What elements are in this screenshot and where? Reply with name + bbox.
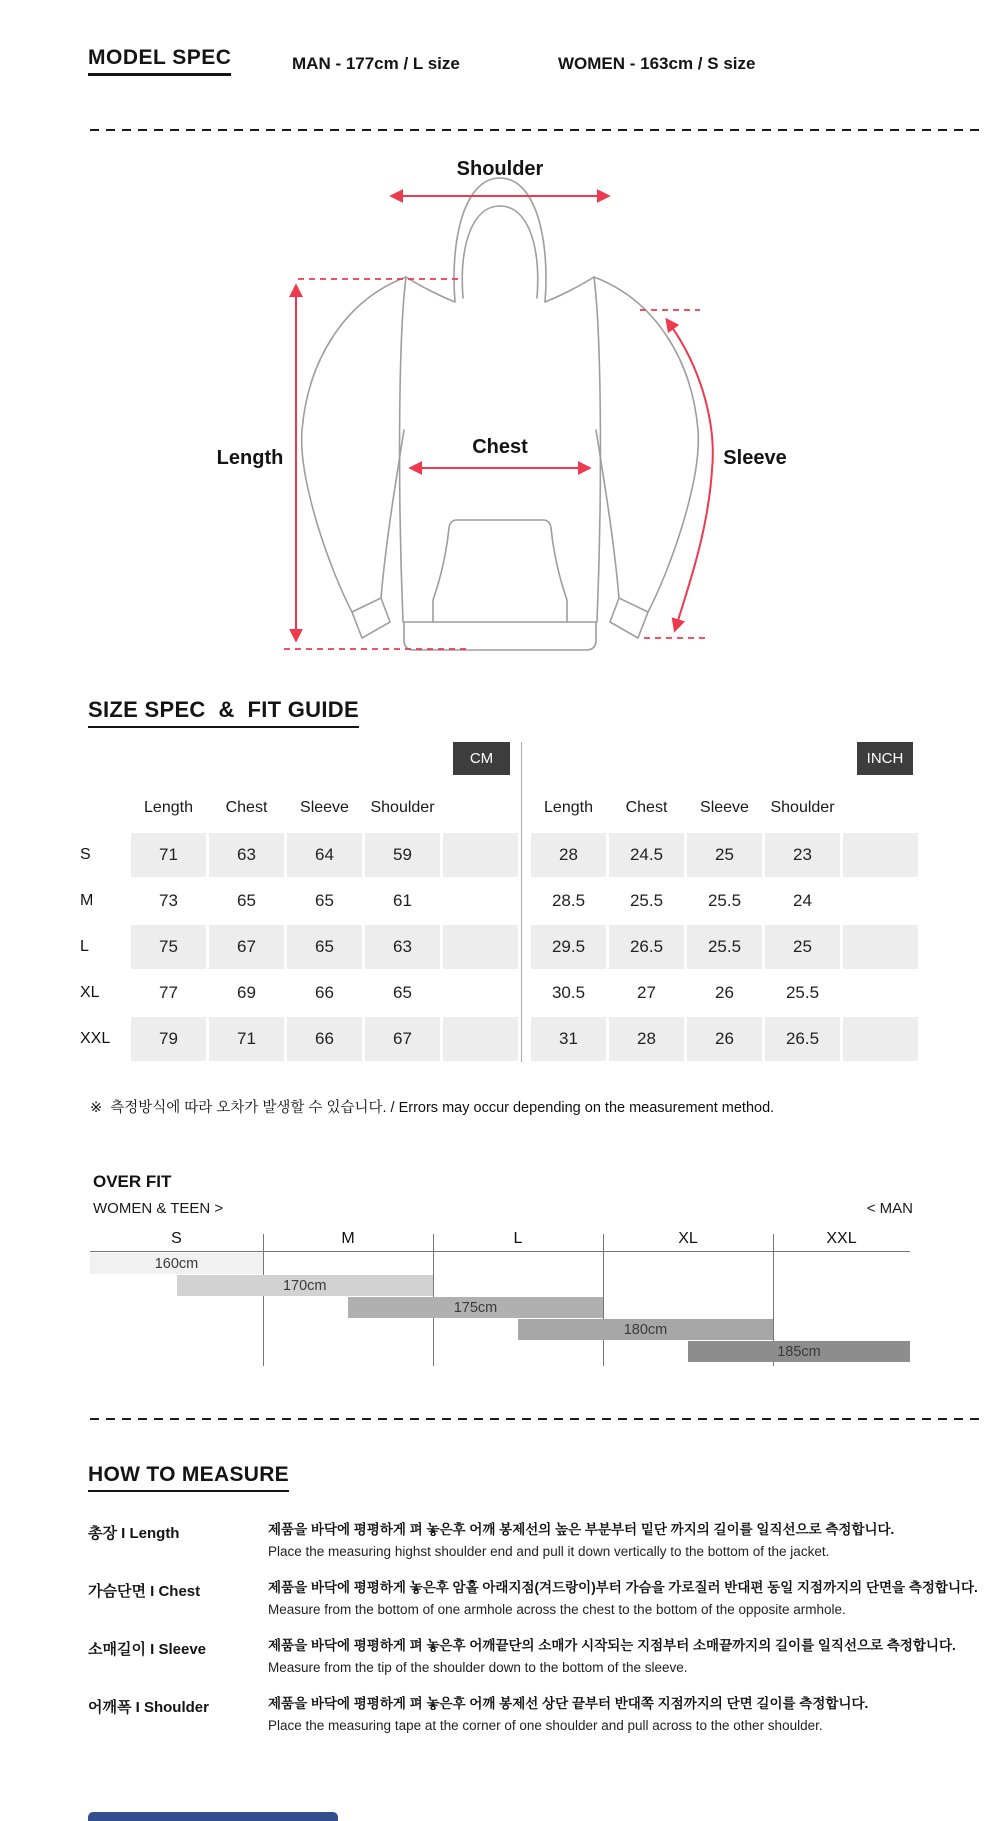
size-value-cell: 26: [715, 983, 734, 1002]
measure-desc-korean: 제품을 바닥에 평평하게 놓은후 암홀 아래지점(겨드랑이)부터 가슴을 가로질러 반대편 동일 지점까지의 단면을 측정합니다.: [268, 1580, 978, 1595]
measure-arrows: [284, 196, 713, 649]
size-value-cell: 27: [637, 983, 656, 1002]
measure-label: 총장 I Length: [88, 1525, 180, 1542]
size-row-label: M: [80, 892, 94, 909]
empty-cell: [443, 833, 518, 877]
empty-cell: [443, 879, 518, 923]
size-value-cell: 79: [131, 1017, 206, 1061]
fit-axis-line: [90, 1251, 910, 1252]
measure-desc-korean: 제품을 바닥에 평평하게 펴 놓은후 어깨 봉제선의 높은 부분부터 밑단 까지의 길이를 일직선으로 측정합니다.: [268, 1522, 895, 1537]
measure-desc-english: Measure from the tip of the shoulder down to the bottom of the sleeve.: [268, 1660, 688, 1675]
women-teen-label: WOMEN & TEEN >: [93, 1200, 224, 1217]
size-value-cell: 23: [765, 833, 840, 877]
measure-row: [88, 1521, 948, 1560]
size-value-cell: 28.5: [551, 891, 586, 910]
measure-label: 가슴단면 I Chest: [88, 1583, 201, 1600]
inch-badge: INCH: [857, 742, 913, 775]
size-value-cell: 25.5: [707, 891, 742, 910]
hoodie-outline: [302, 178, 699, 650]
sleeve-label: Sleeve: [723, 447, 787, 469]
how-to-measure-title: HOW TO MEASURE: [88, 1463, 289, 1492]
size-value-cell: 59: [365, 833, 440, 877]
size-value-cell: 31: [531, 1017, 606, 1061]
size-value-cell: 63: [209, 833, 284, 877]
size-spec-title: SIZE SPEC & FIT GUIDE: [88, 697, 359, 728]
size-value-cell: 26: [687, 1017, 762, 1061]
empty-cell: [843, 925, 918, 969]
size-value-cell: 66: [287, 1017, 362, 1061]
empty-cell: [443, 971, 518, 1015]
next-section-bar: [88, 1812, 338, 1821]
size-value-cell: 29.5: [531, 925, 606, 969]
header-cell: [443, 784, 518, 832]
table-divider: [521, 742, 522, 1062]
size-value-cell: 65: [287, 925, 362, 969]
measure-label: 어깨폭 I Shoulder: [88, 1699, 209, 1716]
dashed-divider-bottom: [90, 1418, 985, 1420]
fit-bar: 180cm: [518, 1319, 773, 1340]
man-label: < MAN: [866, 1200, 913, 1217]
fit-size-label: XXL: [826, 1230, 857, 1247]
hoodie-measure-diagram: [0, 130, 1000, 670]
column-header: Shoulder: [370, 799, 435, 816]
column-header: Shoulder: [770, 799, 835, 816]
chest-label: Chest: [472, 436, 528, 458]
measure-desc-korean: 제품을 바닥에 평평하게 펴 놓은후 어깨끝단의 소매가 시작되는 지점부터 소매끝까지의 길이를 일직선으로 측정합니다.: [268, 1638, 956, 1653]
fit-guide-chart: [90, 1230, 910, 1370]
cm-table: [78, 784, 518, 1062]
fit-size-label: S: [171, 1230, 182, 1247]
fit-size-label: M: [341, 1230, 355, 1247]
measure-row: [88, 1579, 978, 1618]
model-spec-women: WOMEN - 163cm / S size: [558, 54, 756, 73]
fit-bar: 175cm: [348, 1297, 603, 1318]
measure-desc-english: Measure from the bottom of one armhole across the chest to the bottom of the opposite armhole.: [268, 1602, 846, 1617]
cm-badge: CM: [453, 742, 510, 775]
measure-row: [88, 1637, 956, 1676]
measure-texts: [268, 1695, 948, 1734]
fit-bar: 185cm: [688, 1341, 910, 1362]
fit-bar: 170cm: [177, 1275, 434, 1296]
measure-texts: [268, 1637, 956, 1676]
size-row-label: XL: [80, 984, 100, 1001]
measure-rows: [88, 1521, 978, 1753]
fit-column-tick: [263, 1234, 264, 1366]
size-value-cell: 65: [237, 891, 256, 910]
size-value-cell: 66: [315, 983, 334, 1002]
size-value-cell: 75: [131, 925, 206, 969]
header-cell: [843, 784, 918, 832]
inch-table: [531, 784, 918, 1062]
size-value-cell: 67: [209, 925, 284, 969]
column-header: Length: [144, 799, 193, 816]
over-fit-title: OVER FIT: [93, 1172, 172, 1191]
measure-desc-korean: 제품을 바닥에 평평하게 펴 놓은후 어깨 봉제선 상단 끝부터 반대쪽 지점까지의 단면 길이를 측정합니다.: [268, 1696, 869, 1711]
empty-cell: [443, 925, 518, 969]
size-value-cell: 25: [765, 925, 840, 969]
size-value-cell: 26.5: [609, 925, 684, 969]
size-value-cell: 71: [131, 833, 206, 877]
size-value-cell: 24.5: [609, 833, 684, 877]
measure-desc-english: Place the measuring highst shoulder end and pull it down vertically to the bottom of the jacket.: [268, 1544, 830, 1559]
size-value-cell: 28: [609, 1017, 684, 1061]
measure-row: [88, 1695, 948, 1734]
empty-cell: [843, 1017, 918, 1061]
size-value-cell: 64: [287, 833, 362, 877]
size-value-cell: 61: [393, 891, 412, 910]
size-value-cell: 63: [365, 925, 440, 969]
model-spec-title: MODEL SPEC: [88, 46, 231, 76]
size-row-label: S: [80, 846, 91, 863]
measurement-note: ※ 측정방식에 따라 오차가 발생할 수 있습니다. / Errors may occur depending on the measurement method.: [90, 1100, 775, 1116]
size-value-cell: 25.5: [785, 983, 820, 1002]
size-value-cell: 69: [237, 983, 256, 1002]
size-value-cell: 30.5: [551, 983, 586, 1002]
size-value-cell: 26.5: [765, 1017, 840, 1061]
size-value-cell: 67: [365, 1017, 440, 1061]
size-value-cell: 25.5: [629, 891, 664, 910]
size-value-cell: 28: [531, 833, 606, 877]
empty-cell: [843, 833, 918, 877]
size-value-cell: 24: [793, 891, 812, 910]
size-value-cell: 25: [687, 833, 762, 877]
size-value-cell: 77: [159, 983, 178, 1002]
empty-cell: [843, 971, 918, 1015]
empty-cell: [443, 1017, 518, 1061]
size-value-cell: 73: [159, 891, 178, 910]
fit-column-tick: [603, 1234, 604, 1366]
length-label: Length: [216, 447, 284, 469]
column-header: Sleeve: [300, 799, 349, 816]
size-row-label: L: [80, 938, 89, 955]
measure-texts: [268, 1521, 948, 1560]
size-value-cell: 65: [393, 983, 412, 1002]
empty-cell: [843, 879, 918, 923]
measure-texts: [268, 1579, 978, 1618]
fit-size-label: L: [513, 1230, 523, 1247]
fit-size-label: XL: [678, 1230, 698, 1247]
column-header: Chest: [225, 799, 268, 816]
column-header: Chest: [625, 799, 668, 816]
measure-label: 소매길이 I Sleeve: [88, 1641, 207, 1658]
measure-desc-english: Place the measuring tape at the corner of one shoulder and pull across to the other shoulder.: [268, 1718, 823, 1733]
column-header: Sleeve: [700, 799, 749, 816]
size-value-cell: 65: [315, 891, 334, 910]
fit-bar: 160cm: [90, 1253, 263, 1274]
model-spec-man: MAN - 177cm / L size: [292, 54, 460, 73]
size-row-label: XXL: [80, 1030, 111, 1047]
sleeve-arrow: [667, 320, 713, 630]
column-header: Length: [544, 799, 593, 816]
size-value-cell: 71: [209, 1017, 284, 1061]
header-cell: [78, 784, 128, 832]
size-value-cell: 25.5: [687, 925, 762, 969]
shoulder-label: Shoulder: [456, 158, 544, 180]
